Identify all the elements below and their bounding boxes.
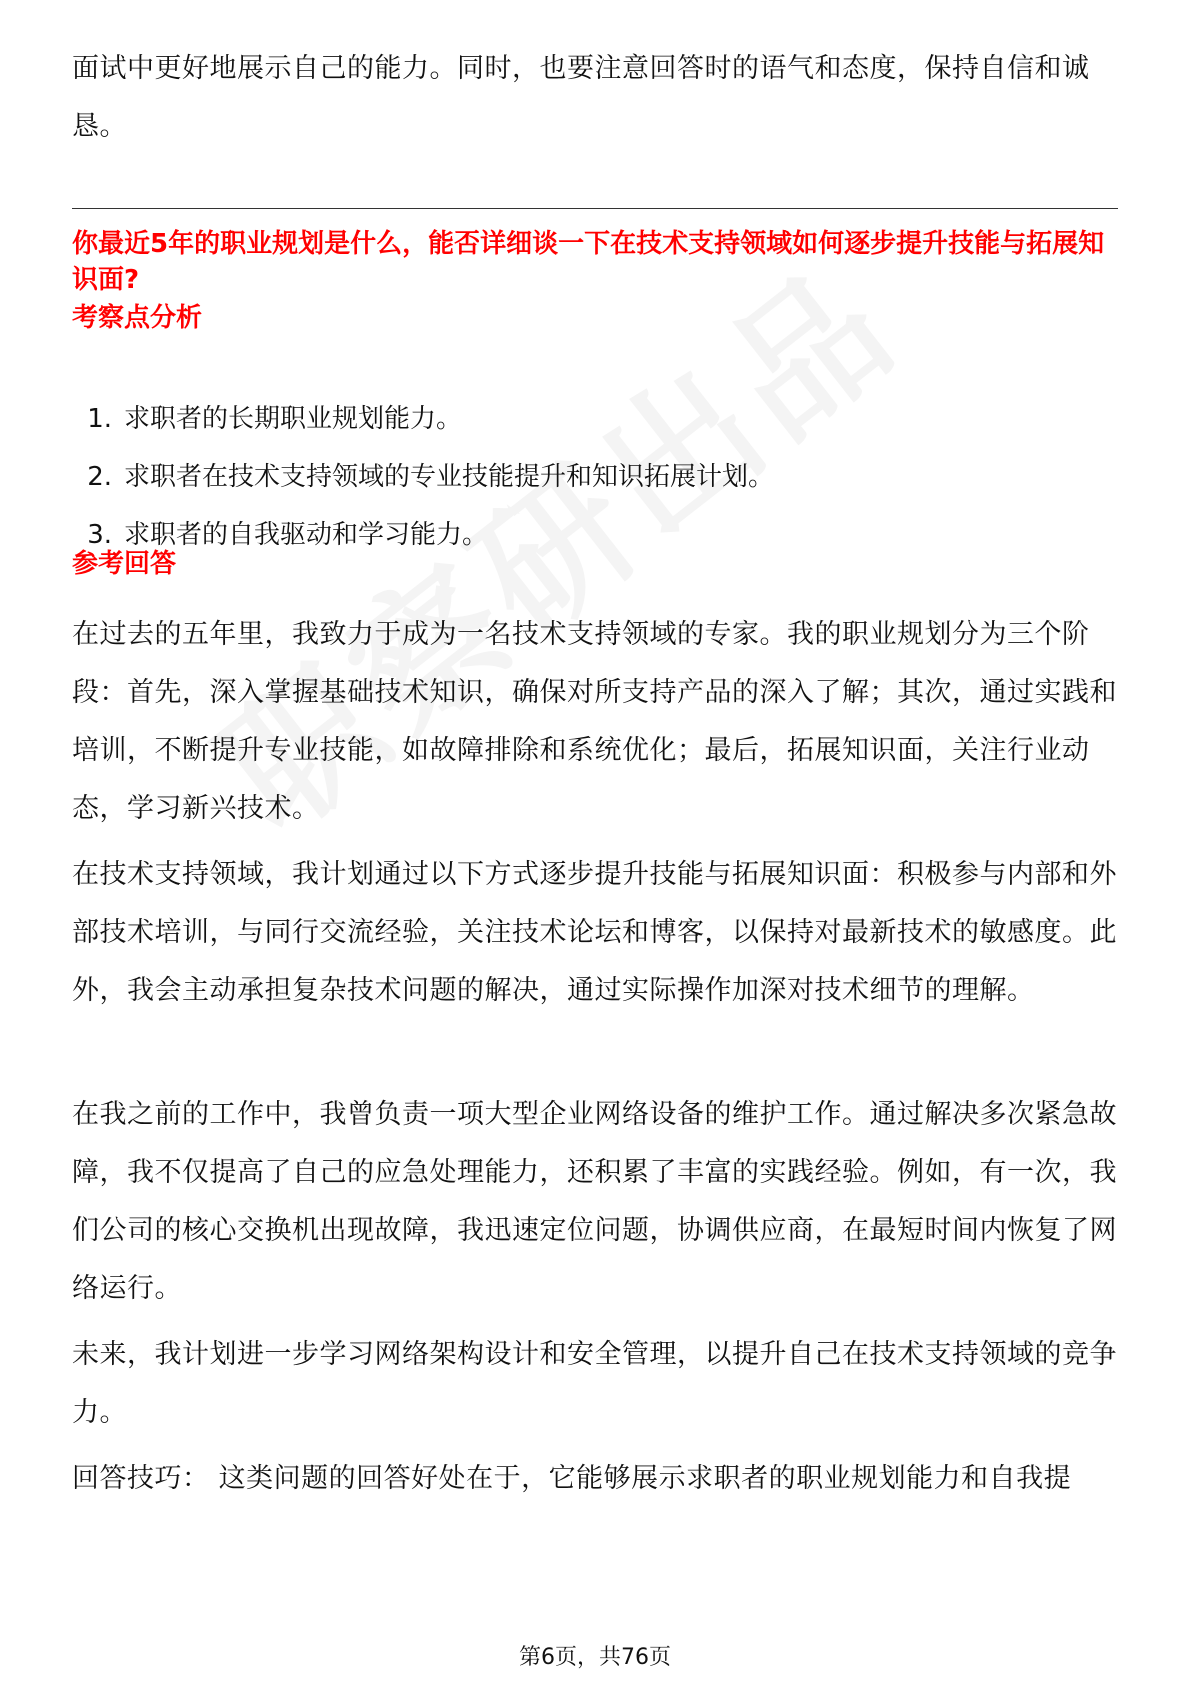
answer-text: 在技术支持领域，我计划通过以下方式逐步提升技能与拓展知识面：积极参与内部和外部技术培训，与同行交流经验，关注技术论坛和博客，以保持对最新技术的敏感度。此外，我会主动承担复杂技术问题的解决，通过实际操作加深对技术细节的理解。 — [72, 859, 1117, 1006]
list-item-number: 2. — [87, 462, 112, 492]
list-item-number: 1. — [87, 404, 112, 434]
answer-paragraph-2 — [72, 846, 1118, 1020]
answer-paragraph-1 — [72, 606, 1118, 838]
answer-text: 在过去的五年里，我致力于成为一名技术支持领域的专家。我的职业规划分为三个阶段：首先，深入掌握基础技术知识，确保对所支持产品的深入了解；其次，通过实践和培训，不断提升专业技能，如故障排除和系统优化；最后，拓展知识面，关注行业动态，学习新兴技术。 — [72, 619, 1117, 824]
analysis-list — [72, 390, 1118, 564]
answer-text: 在我之前的工作中，我曾负责一项大型企业网络设备的维护工作。通过解决多次紧急故障，我不仅提高了自己的应急处理能力，还积累了丰富的实践经验。例如，有一次，我们公司的核心交换机出现故障，我迅速定位问题，协调供应商，在最短时间内恢复了网络运行。 — [72, 1099, 1117, 1304]
answer-paragraph-4 — [72, 1326, 1118, 1442]
question-heading: 你最近5年的职业规划是什么，能否详细谈一下在技术支持领域如何逐步提升技能与拓展知识面? — [72, 229, 1105, 295]
analysis-heading: 考察点分析 — [72, 303, 203, 333]
section-divider — [72, 208, 1118, 209]
list-item-text: 求职者在技术支持领域的专业技能提升和知识拓展计划。 — [124, 462, 775, 492]
top-paragraph-block — [72, 40, 1118, 156]
list-item — [72, 448, 1118, 506]
list-item-text: 求职者的自我驱动和学习能力。 — [124, 520, 489, 550]
answer-paragraph-3 — [72, 1086, 1118, 1318]
list-item-text: 求职者的长期职业规划能力。 — [124, 404, 463, 434]
list-item — [72, 390, 1118, 448]
list-item-number: 3. — [87, 520, 112, 550]
page-footer: 第6页，共76页 — [519, 1645, 671, 1670]
list-item — [72, 506, 1118, 564]
tips-paragraph: 回答技巧： 这类问题的回答好处在于，它能够展示求职者的职业规划能力和自我提 — [72, 1463, 1072, 1494]
top-paragraph: 面试中更好地展示自己的能力。同时，也要注意回答时的语气和态度，保持自信和诚恳。 — [72, 53, 1090, 142]
tips-paragraph-block — [72, 1450, 1118, 1508]
answer-text: 未来，我计划进一步学习网络架构设计和安全管理，以提升自己在技术支持领域的竞争力。 — [72, 1339, 1117, 1428]
answer-heading: 参考回答 — [72, 549, 177, 579]
